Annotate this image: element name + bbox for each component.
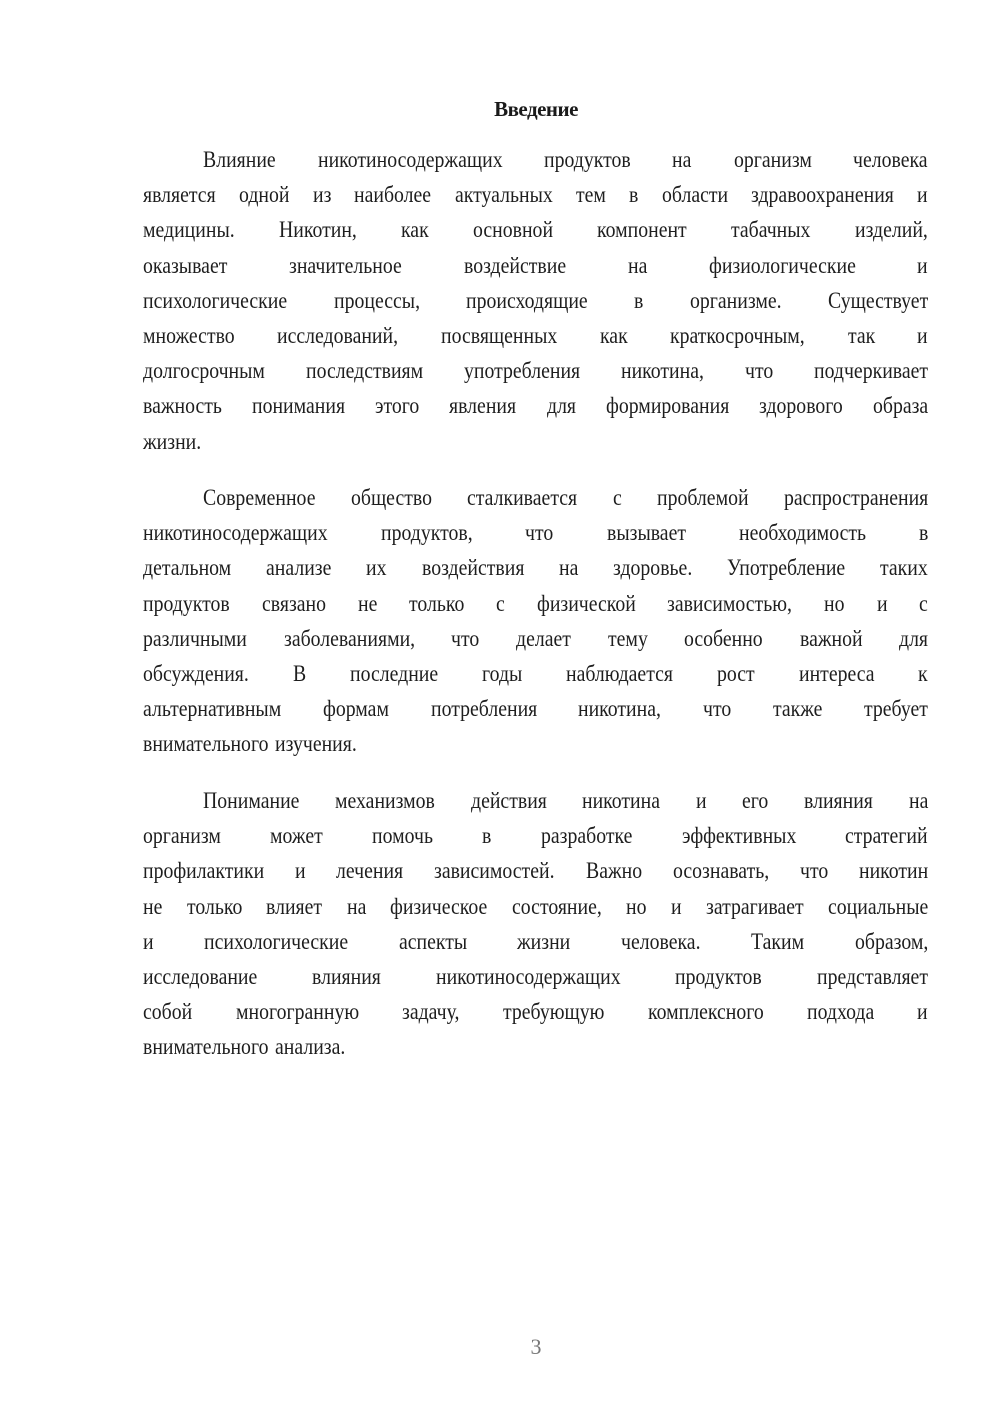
text-line: важность понимания этого явления для формирования здорового образа <box>143 393 928 419</box>
text-line: Понимание механизмов действия никотина и его влияния на <box>203 788 928 813</box>
text-line: детальном анализе их воздействия на здоровье. Употребление таких <box>143 555 928 581</box>
text-line: профилактики и лечения зависимостей. Важно осознавать, что никотин <box>143 858 928 884</box>
text-line: исследование влияния никотиносодержащих продуктов представляет <box>143 963 928 989</box>
paragraph-3 <box>143 783 928 1065</box>
text-line: альтернативным формам потребления никотина, что также требует <box>143 696 929 722</box>
text-line: организм может помочь в разработке эффективных стратегий <box>143 823 928 849</box>
text-line: и психологические аспекты жизни человека. Таким образом, <box>143 928 928 954</box>
text-line: продуктов связано не только с физической зависимостью, но и с <box>143 590 928 616</box>
text-line: не только влияет на физическое состояние, но и затрагивает социальные <box>143 893 929 919</box>
text-line: жизни. <box>143 428 202 454</box>
text-line: Современное общество сталкивается с проблемой распространения <box>203 485 928 510</box>
page-number: 3 <box>530 1334 542 1359</box>
text-line: внимательного анализа. <box>143 1034 346 1060</box>
text-line: Влияние никотиносодержащих продуктов на организм человека <box>203 147 928 172</box>
paragraph-2 <box>143 480 928 762</box>
text-line: долгосрочным последствиям употребления никотина, что подчеркивает <box>143 358 928 384</box>
text-line: оказывает значительное воздействие на физиологические и <box>143 252 929 278</box>
text-line: психологические процессы, происходящие в организме. Существует <box>143 287 928 313</box>
text-line: является одной из наиболее актуальных тем в области здравоохранения и <box>143 182 928 208</box>
text-line: медицины. Никотин, как основной компонент табачных изделий, <box>143 217 928 243</box>
text-line: никотиносодержащих продуктов, что вызывает необходимость в <box>143 520 928 546</box>
paragraph-1 <box>143 142 928 459</box>
section-title: Введение <box>494 97 578 121</box>
text-line: множество исследований, посвященных как краткосрочным, так и <box>143 322 928 348</box>
text-line: внимательного изучения. <box>143 731 358 757</box>
text-line: обсуждения. В последние годы наблюдается рост интереса к <box>143 660 928 686</box>
text-line: собой многогранную задачу, требующую комплексного подхода и <box>143 999 929 1025</box>
text-line: различными заболеваниями, что делает тему особенно важной для <box>143 625 928 651</box>
